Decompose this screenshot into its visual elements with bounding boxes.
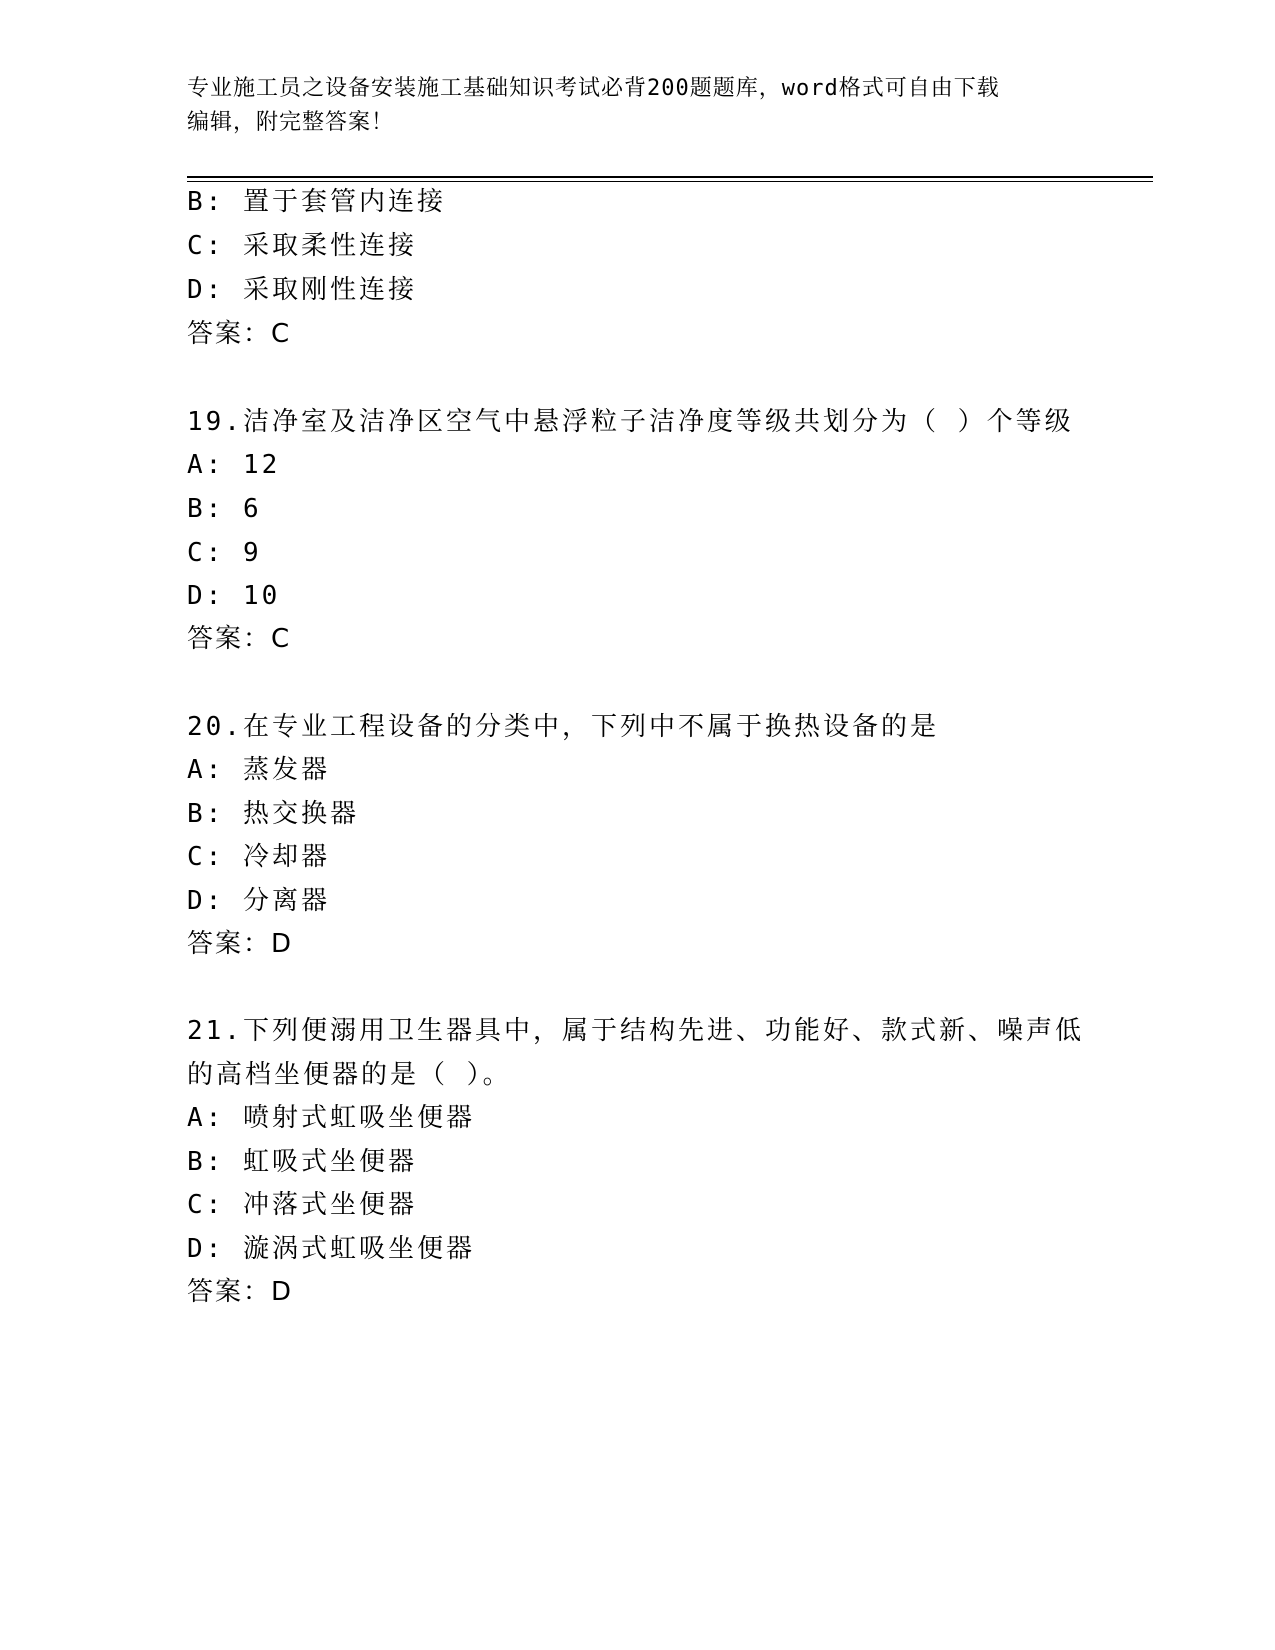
option-c: C: 采取柔性连接 [187, 231, 417, 261]
option-b: B: 热交换器 [187, 799, 359, 829]
document-header [187, 72, 1087, 140]
header-title-line-1: 专业施工员之设备安装施工基础知识考试必背200题题库，word格式可自由下载 [187, 76, 1000, 101]
option-a: A: 喷射式虹吸坐便器 [187, 1103, 475, 1133]
option-b: B: 置于套管内连接 [187, 187, 446, 217]
option-d: D: 漩涡式虹吸坐便器 [187, 1234, 475, 1264]
answer-value: C [271, 319, 290, 349]
answer-value: C [271, 624, 290, 654]
answer-value: D [271, 929, 292, 959]
answer-value: D [271, 1277, 292, 1307]
answer-label: 答案： [187, 624, 272, 654]
question-stem: 21.下列便溺用卫生器具中，属于结构先进、功能好、款式新、噪声低 [187, 1016, 1084, 1046]
question-stem: 20.在专业工程设备的分类中，下列中不属于换热设备的是 [187, 712, 939, 742]
answer-label: 答案： [187, 319, 272, 349]
answer-line [187, 621, 289, 657]
header-divider-thin [187, 181, 1153, 182]
option-d: D: 分离器 [187, 886, 330, 916]
option-a: A: 12 [187, 450, 281, 480]
answer-line [187, 926, 291, 962]
question-stem-continued: 的高档坐便器的是（ ）。 [187, 1060, 512, 1090]
option-d: D: 采取刚性连接 [187, 275, 417, 305]
header-title-line-2: 编辑，附完整答案！ [187, 110, 395, 135]
option-c: C: 冷却器 [187, 842, 330, 872]
answer-line [187, 1274, 291, 1310]
answer-label: 答案： [187, 1277, 272, 1307]
option-c: C: 冲落式坐便器 [187, 1190, 417, 1220]
answer-line [187, 316, 289, 352]
option-a: A: 蒸发器 [187, 755, 330, 785]
option-d: D: 10 [187, 581, 281, 611]
question-stem: 19.洁净室及洁净区空气中悬浮粒子洁净度等级共划分为（ ）个等级 [187, 407, 1074, 437]
option-b: B: 虹吸式坐便器 [187, 1147, 417, 1177]
header-divider [187, 176, 1153, 178]
answer-label: 答案： [187, 929, 272, 959]
option-c: C: 9 [187, 538, 262, 568]
option-b: B: 6 [187, 494, 262, 524]
